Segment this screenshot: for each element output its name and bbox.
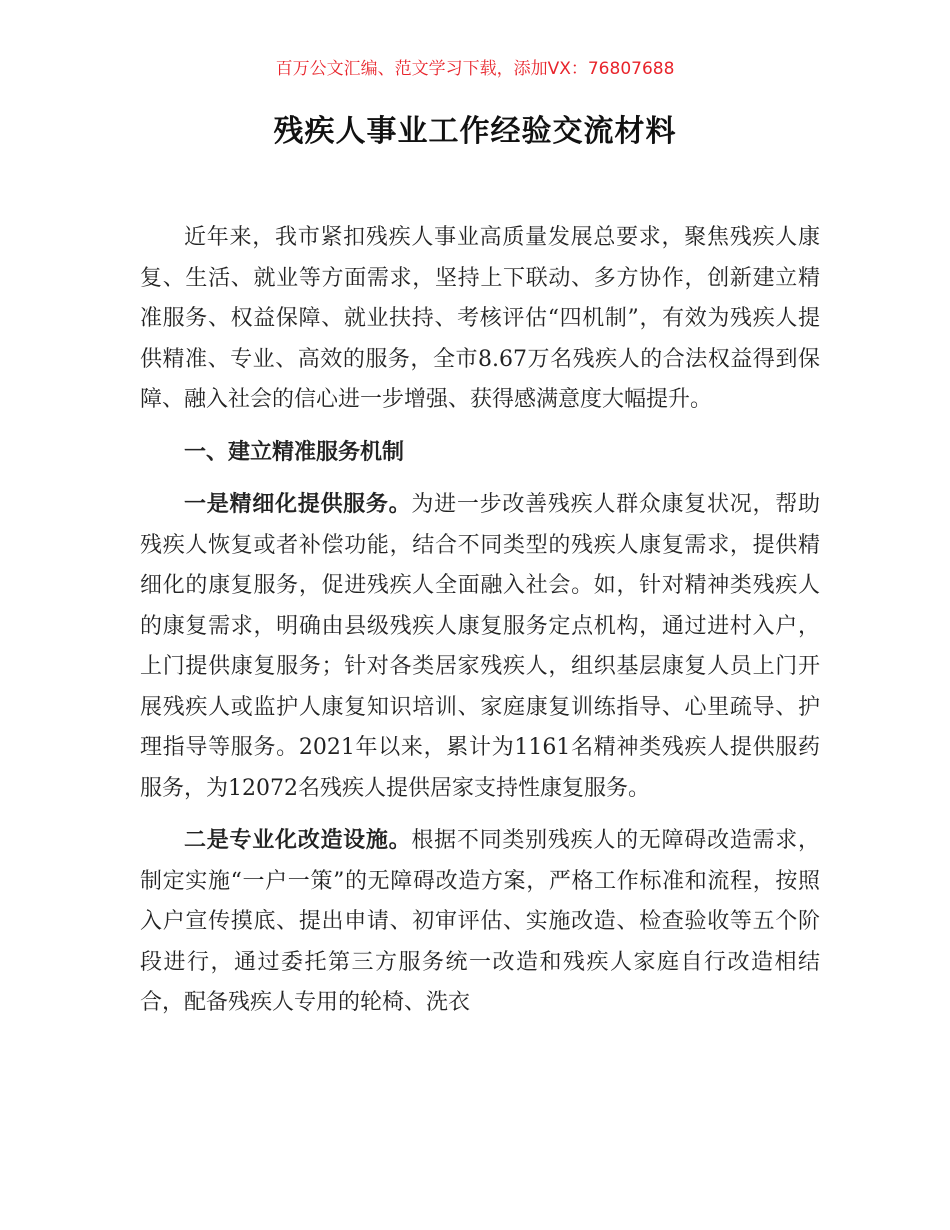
intro-paragraph: 近年来，我市紧扣残疾人事业高质量发展总要求，聚焦残疾人康复、生活、就业等方面需求，坚持上下联动、多方协作，创新建立精准服务、权益保障、就业扶持、考核评估“四机制”，有效为残疾人提供精准、专业、高效的服务，全市8.67万名残疾人的合法权益得到保障、融入社会的信心进一步增强、获得感满意度大幅提升。 [140, 225, 820, 412]
document-body [140, 218, 820, 1024]
paragraph-2-lead: 二是专业化改造设施。 [184, 828, 412, 853]
watermark-header: 百万公文汇编、范文学习下载，添加VX：76807688 [275, 59, 675, 79]
paragraph-2-text: 根据不同类别残疾人的无障碍改造需求，制定实施“一户一策”的无障碍改造方案，严格工作标准和流程，按照入户宣传摸底、提出申请、初审评估、实施改造、检查验收等五个阶段进行，通过委托第三方服务统一改造和残疾人家庭自行改造相结合，配备残疾人专用的轮椅、洗衣 [140, 828, 820, 1015]
paragraph-1-text: 为进一步改善残疾人群众康复状况，帮助残疾人恢复或者补偿功能，结合不同类型的残疾人康复需求，提供精细化的康复服务，促进残疾人全面融入社会。如，针对精神类残疾人的康复需求，明确由县级残疾人康复服务定点机构，通过进村入户，上门提供康复服务；针对各类居家残疾人，组织基层康复人员上门开展残疾人或监护人康复知识培训、家庭康复训练指导、心里疏导、护理指导等服务。2021年以来，累计为1161名精神类残疾人提供服药服务，为12072名残疾人提供居家支持性康复服务。 [140, 492, 820, 801]
page-title: 残疾人事业工作经验交流材料 [273, 114, 677, 149]
paragraph-1-lead: 一是精细化提供服务。 [184, 492, 412, 517]
paragraph-1 [140, 485, 820, 809]
section-heading: 一、建立精准服务机制 [184, 439, 405, 465]
paragraph-2 [140, 821, 820, 1024]
